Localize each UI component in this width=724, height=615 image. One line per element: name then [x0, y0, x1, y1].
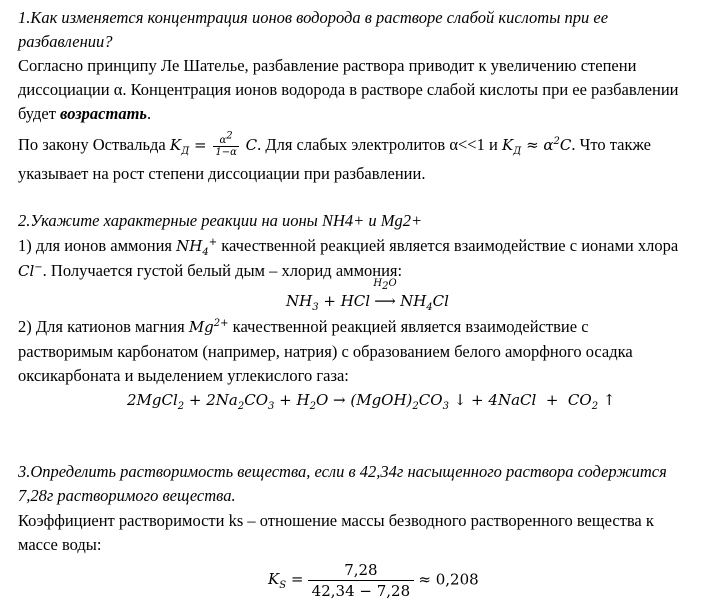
magnesium-ion-formula: $Mg^{2+}$ — [188, 318, 229, 336]
answer-3-line-2: массе воды: — [18, 535, 102, 554]
answer-1-suffix: . — [146, 104, 152, 123]
ostwald-formula: $K_Д$ = $\frac{\alpha^2}{1-\alpha}$ C — [169, 130, 258, 158]
magnesium-suffix: качественной реакцией является взаимодействие с — [228, 317, 589, 336]
question-3-line-2: 7,28г растворимого вещества. — [18, 486, 236, 505]
ostwald-line — [18, 130, 651, 158]
answer-1-emphasis: возрастать — [60, 104, 147, 123]
answer-1-line-2: диссоциации α. Концентрация ионов водорода в растворе слабой кислоты при ее разбавлении — [18, 80, 679, 99]
ostwald-middle: . Для слабых электролитов α<<1 и — [257, 135, 502, 154]
ammonium-prefix: 1) для ионов аммония — [18, 236, 177, 255]
answer-2-line-1 — [18, 235, 678, 257]
ammonium-ion-formula: $NH_4^+$ — [176, 237, 218, 258]
ammonium-reaction-equation: $NH_3$ + HCl $H_2O$ ⟶ $NH_4Cl$ — [286, 278, 449, 313]
solubility-numerator: 7,28 — [344, 561, 378, 579]
ostwald-suffix: . Что также — [571, 135, 651, 154]
answer-1-line-5: указывает на рост степени диссоциации при разбавлении. — [18, 164, 426, 183]
answer-1-line-1: Согласно принципу Ле Шателье, разбавление раствора приводит к увеличению степени — [18, 56, 637, 75]
chloride-ion-formula: Cl− — [18, 262, 43, 280]
question-1-line-1: 1.Как изменяется концентрация ионов водорода в растворе слабой кислоты при ее — [18, 8, 609, 27]
ostwald-prefix: По закону Оствальда — [18, 135, 170, 154]
ostwald-approx-formula: $K_Д \approx \alpha^2C$ — [501, 136, 572, 157]
ammonium-suffix: качественной реакцией является взаимодействие с ионами хлора — [217, 236, 679, 255]
answer-2-line-4: растворимым карбонатом (например, натрия) с образованием белого аморфного осадка — [18, 342, 633, 361]
solubility-denominator: 42,34 − 7,28 — [308, 580, 414, 601]
answer-3-line-1: Коэффициент растворимости ks – отношение массы безводного растворенного вещества к — [18, 511, 654, 530]
chloride-suffix: . Получается густой белый дым – хлорид аммония: — [42, 261, 403, 280]
magnesium-prefix: 2) Для катионов магния — [18, 317, 189, 336]
answer-2-line-2 — [18, 260, 402, 282]
solubility-formula: $K_S$ = $\frac{7,28}{42,34 - 7,28}$ ≈ 0,208 — [268, 561, 479, 600]
solubility-result: ≈ 0,208 — [418, 570, 479, 589]
question-2: 2.Укажите характерные реакции на ионы NH4+ и Mg2+ — [18, 211, 423, 230]
answer-2-line-3 — [18, 316, 589, 338]
question-3-line-1: 3.Определить растворимость вещества, если в 42,34г насыщенного раствора содержится — [18, 462, 667, 481]
question-1-line-2: разбавлении? — [18, 32, 113, 51]
answer-2-line-5: оксикарбоната и выделением углекислого газа: — [18, 366, 349, 385]
answer-1-prefix: будет — [18, 104, 61, 123]
answer-1-line-3 — [18, 103, 151, 125]
magnesium-reaction-equation: 2MgCl$_2$ + $2Na_2CO_3 + H_2O$ → $(MgOH)_2CO_3$ ↓ + 4NaCl + $CO_2$ ↑ — [127, 391, 616, 412]
